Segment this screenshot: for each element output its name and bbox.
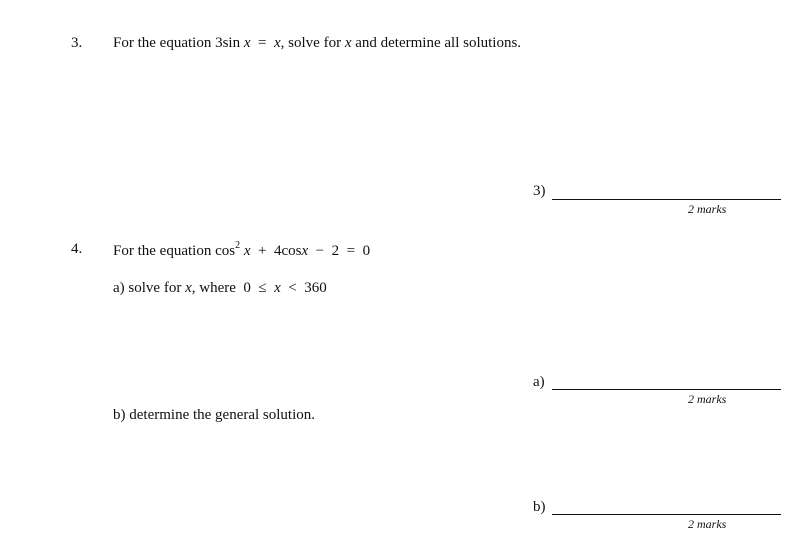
part-a-where: , where: [191, 280, 236, 296]
question-4-equation: [215, 240, 371, 259]
answer-4a-label: a): [533, 374, 545, 390]
answer-3-label: 3): [533, 183, 546, 199]
question-4b-prompt: [113, 407, 315, 424]
eq-constant: 2: [331, 243, 340, 259]
eq-exponent: 2: [235, 240, 241, 251]
question-4-number: 4.: [71, 241, 83, 257]
eq-equals: =: [346, 243, 356, 259]
eq-rhs: x: [273, 35, 281, 51]
part-a-high: 360: [304, 280, 327, 296]
part-a-var2: x: [274, 280, 281, 296]
answer-4a-marks: 2 marks: [688, 392, 727, 406]
part-a-lt: <: [288, 280, 297, 296]
question-3-var: x: [344, 35, 352, 51]
part-b-text: determine the general solution.: [129, 407, 316, 423]
answer-4b-label: b): [533, 499, 546, 515]
question-3-equation: [215, 35, 281, 51]
part-a-text: solve for: [128, 280, 182, 296]
eq-coefficient: 4: [273, 243, 282, 259]
eq-equals: =: [258, 35, 267, 51]
eq-function-cos-2: cos: [281, 243, 302, 259]
eq-coefficient: 3: [215, 35, 223, 51]
part-a-var: x: [185, 280, 192, 296]
answer-4a-line[interactable]: [552, 389, 781, 390]
eq-rhs: 0: [362, 243, 371, 259]
eq-variable: x: [243, 243, 251, 259]
answer-3-line[interactable]: [552, 199, 781, 200]
part-a-label: a): [113, 280, 125, 296]
eq-variable-2: x: [301, 243, 309, 259]
question-4-prefix: For the equation: [113, 243, 212, 259]
question-3-prefix: For the equation: [113, 35, 212, 51]
question-4a-prompt: [113, 280, 327, 297]
eq-variable: x: [243, 35, 251, 51]
question-3-number: 3.: [71, 35, 83, 51]
question-3-prompt: [113, 35, 521, 52]
part-a-le: ≤: [258, 280, 267, 296]
eq-function: sin: [222, 35, 241, 51]
question-3-mid: , solve for: [280, 35, 342, 51]
answer-4b-marks: 2 marks: [688, 517, 727, 531]
answer-4b-line[interactable]: [552, 514, 781, 515]
eq-plus: +: [258, 243, 267, 259]
question-4-prompt: [113, 241, 370, 260]
answer-3-marks: 2 marks: [688, 202, 727, 216]
part-b-label: b): [113, 407, 126, 423]
eq-minus: −: [315, 243, 325, 259]
part-a-low: 0: [243, 280, 251, 296]
question-3-suffix: and determine all solutions.: [355, 35, 522, 51]
eq-function-cos: cos: [215, 243, 236, 259]
